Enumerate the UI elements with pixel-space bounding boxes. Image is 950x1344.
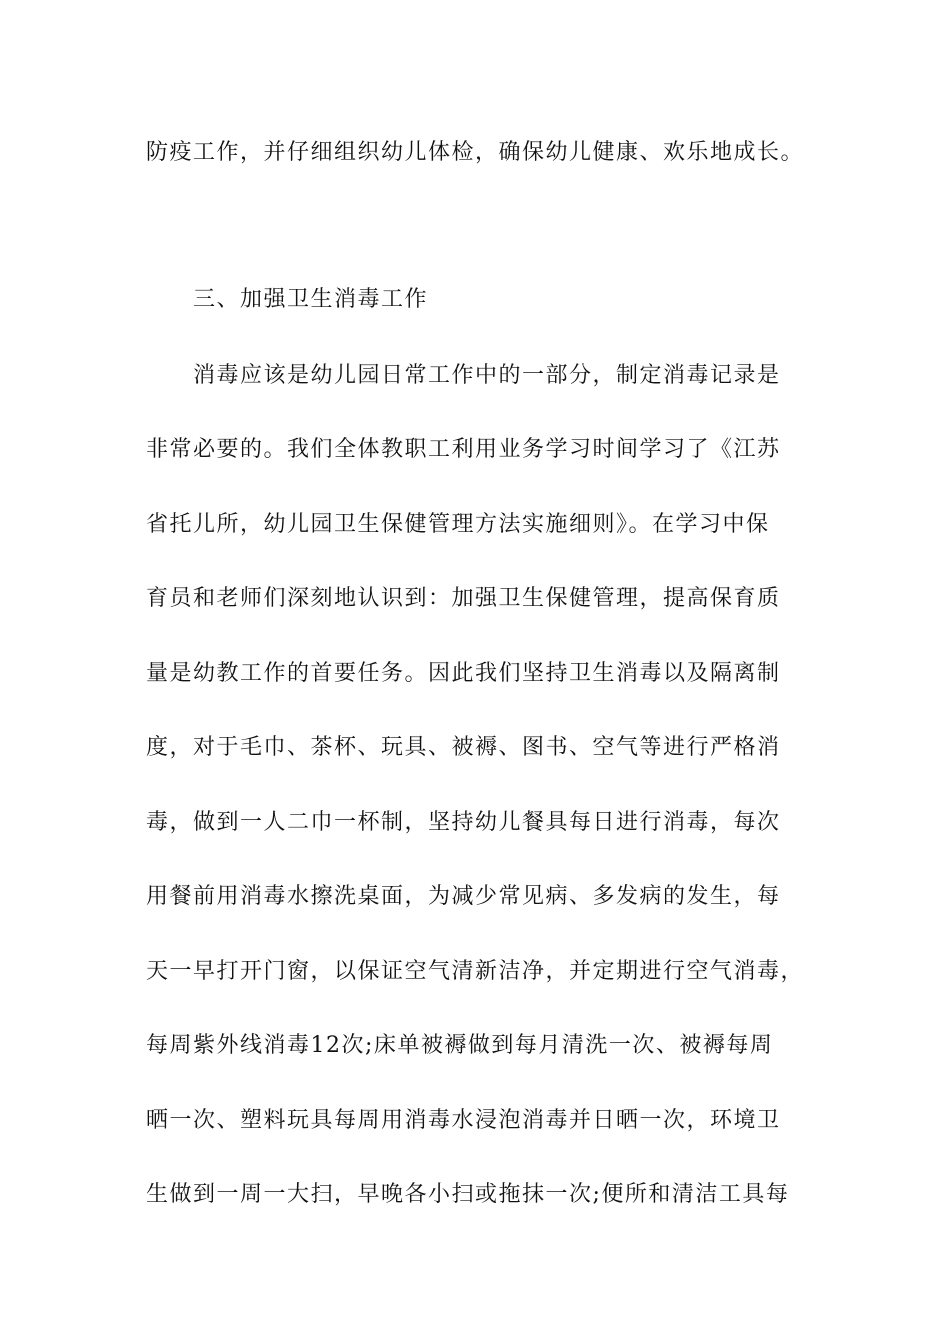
paragraph-line: 度，对于毛巾、茶杯、玩具、被褥、图书、空气等进行严格消 [146, 735, 781, 760]
paragraph-line: 非常必要的。我们全体教职工利用业务学习时间学习了《江苏 [146, 437, 781, 462]
text-line-top: 防疫工作，并仔细组织幼儿体检，确保幼儿健康、欢乐地成长。 [146, 140, 805, 165]
paragraph-line: 用餐前用消毒水擦洗桌面，为减少常见病、多发病的发生，每 [146, 884, 781, 909]
paragraph-line: 省托儿所，幼儿园卫生保健管理方法实施细则》。在学习中保 [146, 512, 770, 537]
paragraph-line: 毒，做到一人二巾一杯制，坚持幼儿餐具每日进行消毒，每次 [146, 810, 781, 835]
paragraph-line: 生做到一周一大扫，早晚各小扫或拖抹一次;便所和清洁工具每 [146, 1182, 790, 1207]
paragraph-line: 量是幼教工作的首要任务。因此我们坚持卫生消毒以及隔离制 [146, 661, 781, 686]
paragraph-line: 育员和老师们深刻地认识到：加强卫生保健管理，提高保育质 [146, 586, 781, 611]
paragraph-line: 消毒应该是幼儿园日常工作中的一部分，制定消毒记录是 [193, 363, 781, 388]
section-heading: 三、加强卫生消毒工作 [193, 287, 429, 312]
paragraph-line: 天一早打开门窗，以保证空气清新洁净，并定期进行空气消毒， [146, 959, 805, 984]
paragraph-line: 每周紫外线消毒12次;床单被褥做到每月清洗一次、被褥每周 [146, 1033, 774, 1058]
paragraph-line: 晒一次、塑料玩具每周用消毒水浸泡消毒并日晒一次，环境卫 [146, 1108, 781, 1133]
